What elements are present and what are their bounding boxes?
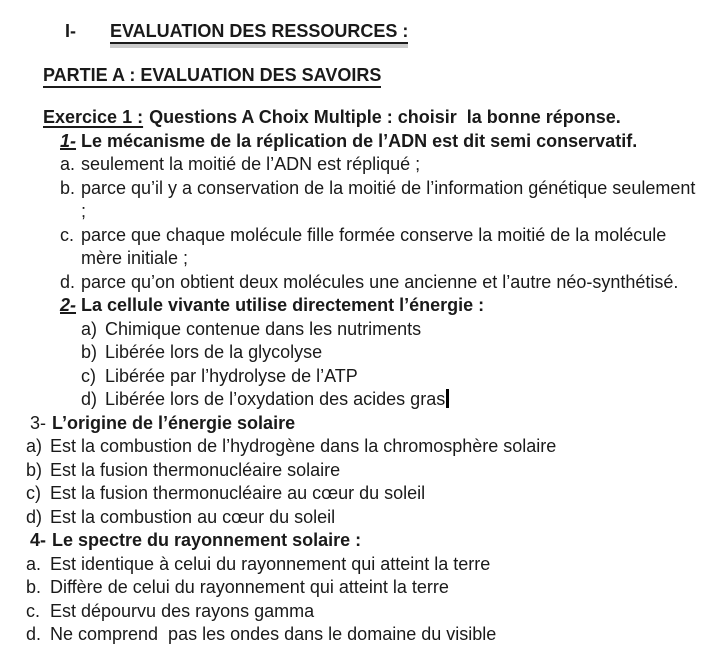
question-2-option-d [81, 388, 696, 412]
question-4-option-d [26, 623, 696, 647]
question-1-option-a [60, 153, 696, 177]
option-text: Est dépourvu des rayons gamma [50, 600, 315, 621]
option-text: Libérée par l’hydrolyse de l’ATP [105, 365, 358, 386]
question-1-text: Le mécanisme de la réplication de l’ADN est dit semi conservatif. [81, 130, 638, 151]
question-3-option-c [26, 482, 696, 506]
question-4-option-a [26, 553, 696, 577]
question-1-option-b [60, 177, 696, 224]
exercise-label: Exercice 1 : [43, 107, 144, 127]
question-4-option-b [26, 576, 696, 600]
question-2-number: 2- [60, 295, 77, 315]
question-3-option-d [26, 506, 696, 530]
option-marker: c. [26, 600, 41, 621]
option-marker: b. [60, 177, 76, 198]
question-4-option-c [26, 600, 696, 624]
main-heading-line [65, 20, 696, 44]
question-2-option-c [81, 365, 696, 389]
option-text: Diffère de celui du rayonnement qui atteint la terre [50, 577, 449, 597]
part-a-heading-line [43, 64, 696, 88]
section-heading: EVALUATION DES RESSOURCES : [110, 21, 408, 44]
option-marker: a) [81, 318, 98, 339]
text-cursor [446, 389, 449, 408]
exercise-line [43, 106, 696, 130]
option-text: Libérée lors de l’oxydation des acides gras [105, 389, 446, 409]
option-text: Est la fusion thermonucléaire solaire [50, 459, 341, 480]
exercise-instruction: Questions A Choix Multiple : choisir la bonne réponse. [149, 107, 621, 127]
question-4-number: 4- [30, 530, 47, 550]
option-marker: b) [81, 342, 98, 362]
option-marker: b) [26, 459, 43, 480]
option-text: seulement la moitié de l’ADN est répliqué ; [81, 154, 421, 174]
question-2-header [60, 294, 696, 318]
option-marker: d) [26, 506, 43, 527]
question-2-option-a [81, 318, 696, 342]
option-text: Chimique contenue dans les nutriments [105, 318, 422, 339]
option-text: Libérée lors de la glycolyse [105, 342, 323, 362]
option-text: parce que chaque molécule fille formée conserve la moitié de la molécule mère initiale ; [81, 224, 667, 268]
question-3-header [30, 412, 696, 436]
option-text: Est la combustion au cœur du soleil [50, 506, 336, 527]
option-text: Ne comprend pas les ondes dans le domaine du visible [50, 624, 497, 644]
option-marker: b. [26, 577, 42, 597]
section-numeral: I- [65, 21, 76, 41]
option-text: Est la combustion de l’hydrogène dans la chromosphère solaire [50, 436, 557, 456]
option-marker: d. [26, 624, 42, 644]
question-4-text: Le spectre du rayonnement solaire : [52, 530, 362, 550]
question-1-number: 1- [60, 130, 77, 151]
question-1-option-c [60, 224, 696, 271]
question-3-number: 3- [30, 412, 47, 433]
question-4-header [30, 529, 696, 553]
question-1-option-d [60, 271, 696, 295]
question-1-header [60, 130, 696, 154]
question-3-text: L’origine de l’énergie solaire [52, 412, 296, 433]
option-marker: a. [26, 553, 42, 574]
question-3-option-b [26, 459, 696, 483]
question-2-text: La cellule vivante utilise directement l’énergie : [81, 295, 485, 315]
option-marker: d) [81, 389, 98, 409]
option-marker: d. [60, 271, 76, 292]
option-marker: a) [26, 436, 43, 456]
option-text: parce qu’il y a conservation de la moitié de l’information génétique seulement ; [81, 177, 696, 221]
option-marker: c) [26, 483, 41, 503]
part-a-heading: PARTIE A : EVALUATION DES SAVOIRS [43, 65, 381, 88]
option-text: parce qu’on obtient deux molécules une ancienne et l’autre néo-synthétisé. [81, 271, 679, 292]
option-marker: c. [60, 224, 75, 245]
option-marker: c) [81, 365, 96, 386]
option-marker: a. [60, 154, 76, 174]
option-text: Est identique à celui du rayonnement qui atteint la terre [50, 553, 491, 574]
option-text: Est la fusion thermonucléaire au cœur du soleil [50, 483, 426, 503]
question-3-option-a [26, 435, 696, 459]
question-2-option-b [81, 341, 696, 365]
